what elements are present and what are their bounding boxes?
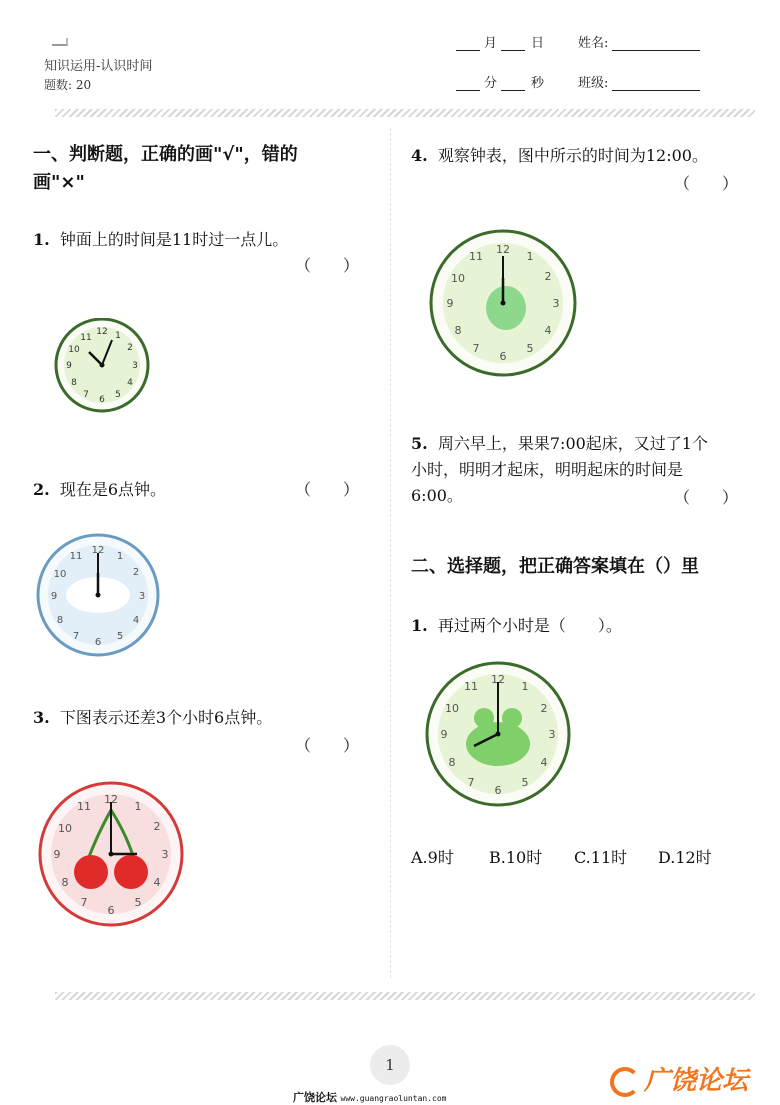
svg-text:5: 5 bbox=[134, 896, 142, 909]
question-3: 3. 下图表示还差3个小时6点钟。 bbox=[33, 708, 273, 727]
svg-text:2: 2 bbox=[132, 567, 140, 578]
svg-text:2: 2 bbox=[153, 820, 161, 833]
question-2: 2. 现在是6点钟。 bbox=[33, 480, 167, 499]
month-label: 月 bbox=[484, 36, 498, 51]
svg-text:8: 8 bbox=[56, 615, 64, 626]
question-5: 5. 周六早上，果果7:00起床，又过了1个 小时，明明才起床，明明起床的时间是 6:00。 bbox=[411, 434, 708, 505]
class-field[interactable] bbox=[578, 72, 700, 91]
svg-text:7: 7 bbox=[72, 631, 80, 642]
answer-paren-3[interactable]: （ ） bbox=[295, 736, 360, 755]
svg-text:1: 1 bbox=[526, 250, 534, 263]
option-a[interactable]: A.9时 bbox=[411, 848, 454, 867]
svg-text:6: 6 bbox=[494, 784, 502, 797]
svg-text:5: 5 bbox=[116, 631, 124, 642]
svg-text:4: 4 bbox=[127, 378, 133, 388]
top-divider bbox=[55, 109, 755, 117]
subject-title: 知识运用-认识时间 bbox=[44, 59, 153, 74]
svg-text:10: 10 bbox=[53, 569, 67, 580]
clock-q1 bbox=[52, 318, 152, 414]
svg-text:1: 1 bbox=[115, 331, 121, 341]
svg-text:7: 7 bbox=[467, 776, 475, 789]
svg-text:12: 12 bbox=[91, 545, 105, 556]
second-label: 秒 bbox=[531, 76, 545, 91]
site-url: www.guangraoluntan.com bbox=[340, 1094, 447, 1103]
bottom-divider bbox=[55, 992, 755, 1000]
day-label: 日 bbox=[531, 36, 545, 51]
svg-text:2: 2 bbox=[544, 270, 552, 283]
svg-text:10: 10 bbox=[451, 272, 465, 285]
svg-text:8: 8 bbox=[454, 324, 462, 337]
svg-text:1: 1 bbox=[116, 551, 124, 562]
svg-text:10: 10 bbox=[445, 702, 459, 715]
question-1: 1. 钟面上的时间是11时过一点儿。 bbox=[33, 230, 289, 249]
choice-question-1: 1. 再过两个小时是（ ）。 bbox=[411, 616, 622, 635]
name-field[interactable] bbox=[578, 32, 700, 51]
site-name: 广饶论坛 bbox=[293, 1091, 337, 1104]
svg-text:1: 1 bbox=[521, 680, 529, 693]
name-label: 姓名: bbox=[578, 36, 609, 51]
clock-q2 bbox=[36, 531, 160, 659]
svg-text:2: 2 bbox=[127, 343, 133, 353]
answer-paren-4[interactable]: （ ） bbox=[674, 174, 739, 193]
site-footer[interactable] bbox=[293, 1089, 446, 1105]
site-logo bbox=[610, 1060, 748, 1097]
svg-text:11: 11 bbox=[80, 333, 92, 343]
svg-text:3: 3 bbox=[552, 297, 560, 310]
clock-q3 bbox=[37, 780, 185, 928]
column-divider bbox=[390, 128, 391, 978]
section1-title: 一、判断题，正确的画"√"，错的 画"×" bbox=[33, 144, 298, 193]
option-c[interactable]: C.11时 bbox=[574, 848, 628, 867]
section2-title: 二、选择题，把正确答案填在（）里 bbox=[411, 556, 699, 577]
svg-text:12: 12 bbox=[496, 243, 510, 256]
svg-text:1: 1 bbox=[134, 800, 142, 813]
svg-text:6: 6 bbox=[107, 904, 115, 917]
svg-text:4: 4 bbox=[544, 324, 552, 337]
date-field[interactable] bbox=[456, 32, 544, 51]
svg-text:5: 5 bbox=[115, 390, 121, 400]
answer-paren-1[interactable]: （ ） bbox=[295, 256, 360, 275]
logo-text: 广饶论坛 bbox=[644, 1066, 749, 1096]
minute-label: 分 bbox=[484, 76, 498, 91]
svg-text:8: 8 bbox=[71, 378, 77, 388]
svg-text:12: 12 bbox=[96, 327, 108, 337]
svg-text:9: 9 bbox=[446, 297, 454, 310]
svg-text:7: 7 bbox=[80, 896, 88, 909]
svg-text:11: 11 bbox=[469, 250, 483, 263]
svg-text:4: 4 bbox=[153, 876, 161, 889]
page-number: 1 bbox=[370, 1045, 410, 1085]
svg-text:7: 7 bbox=[83, 390, 89, 400]
svg-text:5: 5 bbox=[521, 776, 529, 789]
svg-text:7: 7 bbox=[472, 342, 480, 355]
svg-text:3: 3 bbox=[161, 848, 169, 861]
class-label: 班级: bbox=[578, 76, 609, 91]
svg-text:2: 2 bbox=[540, 702, 548, 715]
svg-text:11: 11 bbox=[77, 800, 91, 813]
svg-text:12: 12 bbox=[491, 673, 505, 686]
header-icon bbox=[52, 38, 68, 46]
clock-choice-q1 bbox=[424, 660, 572, 808]
svg-text:8: 8 bbox=[61, 876, 69, 889]
svg-text:3: 3 bbox=[548, 728, 556, 741]
time-field[interactable] bbox=[456, 72, 544, 91]
svg-text:9: 9 bbox=[440, 728, 448, 741]
svg-text:4: 4 bbox=[132, 615, 140, 626]
answer-paren-5[interactable]: （ ） bbox=[674, 488, 739, 507]
svg-text:9: 9 bbox=[53, 848, 61, 861]
svg-text:12: 12 bbox=[104, 793, 118, 806]
svg-text:10: 10 bbox=[68, 345, 80, 355]
question-4: 4. 观察钟表，图中所示的时间为12:00。 bbox=[411, 146, 708, 165]
svg-text:3: 3 bbox=[132, 361, 138, 371]
question-count: 题数: 20 bbox=[44, 78, 92, 92]
svg-text:4: 4 bbox=[540, 756, 548, 769]
logo-g-icon bbox=[610, 1067, 640, 1097]
svg-text:6: 6 bbox=[99, 395, 105, 405]
svg-text:8: 8 bbox=[448, 756, 456, 769]
svg-text:9: 9 bbox=[66, 361, 72, 371]
svg-text:11: 11 bbox=[69, 551, 83, 562]
svg-text:3: 3 bbox=[138, 591, 146, 602]
option-d[interactable]: D.12时 bbox=[658, 848, 712, 867]
clock-q4 bbox=[428, 228, 578, 378]
option-b[interactable]: B.10时 bbox=[489, 848, 543, 867]
answer-paren-2[interactable]: （ ） bbox=[295, 480, 360, 499]
svg-text:9: 9 bbox=[50, 591, 58, 602]
svg-text:6: 6 bbox=[94, 637, 102, 648]
svg-text:10: 10 bbox=[58, 822, 72, 835]
svg-text:6: 6 bbox=[499, 350, 507, 363]
svg-text:11: 11 bbox=[464, 680, 478, 693]
svg-text:5: 5 bbox=[526, 342, 534, 355]
